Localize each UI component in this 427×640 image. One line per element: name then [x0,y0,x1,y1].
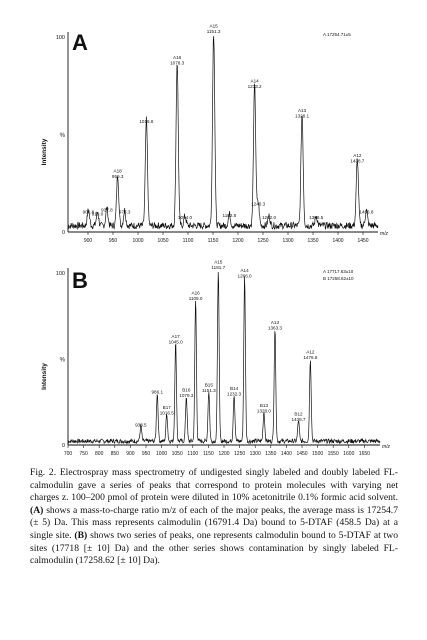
peak-label [295,108,309,119]
x-tick-label: 850 [110,451,119,457]
y-tick-label: 100 [55,271,65,277]
figure-caption [30,467,398,568]
x-unit-label: m/z [382,444,391,450]
peak-label-line: A12 [306,349,315,355]
y-tick-label: 0 [61,230,65,236]
peak-label [268,320,282,331]
peak-label-line: B17 [162,404,171,410]
panel-letter: B [72,268,88,293]
peak-label [119,209,131,214]
peak-label [238,268,252,279]
legend-entry: A 17717.63±10 [323,269,354,274]
x-tick-label: 1050 [171,451,183,457]
y-tick-label: 100 [55,35,65,41]
x-unit-label: m/z [380,231,389,237]
peak-label-line: A16 [191,290,200,296]
peak-label-line: 1094.0 [177,215,193,221]
peak-label-line: B16 [182,387,191,393]
peak-label-line: 959.3 [111,174,124,180]
peak-label-line: 1181.7 [211,265,226,270]
peak-label [257,403,271,414]
peak-label-line: 1262.0 [261,215,277,221]
peak-label-line: 1328.1 [295,113,310,119]
peak-label-line: 1079.3 [179,393,194,399]
x-tick-label: 1300 [249,451,261,457]
peak-label-line: A14 [250,78,259,84]
peak-label [309,215,323,220]
x-tick-label: 1300 [282,238,294,244]
x-tick-label: 800 [95,451,104,457]
spectrum-trace [68,36,378,229]
x-tick-label: 900 [126,451,135,457]
peak-label [227,386,241,397]
peak-label-line: 1240.3 [251,201,266,207]
x-tick-label: 1400 [332,238,344,244]
x-tick-label: 950 [108,238,118,244]
peak-label-line: 1182.8 [222,213,237,219]
y-tick-label: % [59,133,65,139]
peak-label-line: B14 [229,385,239,391]
caption-a-label: (A) [30,504,44,516]
x-tick-label: 1450 [357,238,369,244]
peak-label-line: B13 [259,403,269,409]
peak-label-line: B12 [294,411,303,417]
peak-label-line: 1363.3 [267,325,282,331]
peak-label-line: 933.5 [135,422,147,428]
caption-b-label: (B) [74,529,88,541]
spectrum-trace [68,272,380,443]
peak-label-line: 919.0 [91,211,104,217]
x-tick-label: 1150 [203,451,214,457]
peak-label-line: 1016.5 [159,410,174,416]
x-tick-label: 1100 [182,238,194,244]
peak-label [169,334,183,345]
peak-label-line: 1356.5 [309,215,324,221]
peak-label-line: 1232.3 [227,391,242,397]
legend-entry: A 17254.71±5 [323,32,351,37]
peak-label-line: A15 [209,23,218,29]
x-tick-label: 900 [83,238,93,244]
peak-label [262,215,276,220]
peak-label-line: 1456.8 [359,209,374,215]
peak-label [207,24,221,35]
caption-intro: Fig. 2. Electrospray mass spectrometry of undigested singly labeled and doubly labeled FL-calmodulin gave a series of peaks that correspond to protein molecules with varying net charges z. 100–200 pmol of protein were diluted in 10% acetonitrile 0.1% formic acid solvent. [30,467,398,504]
x-tick-label: 1350 [307,238,319,244]
x-tick-label: 1100 [187,451,199,457]
x-tick-label: 1450 [296,451,308,457]
peak-label-line: A14 [240,268,249,274]
x-tick-label: 950 [141,451,151,457]
peak-label [135,422,147,427]
y-tick-label: 0 [61,443,65,449]
peak-label-line: A16 [173,54,182,60]
peak-label [170,55,184,66]
peak-label-line: 1078.3 [170,60,185,66]
x-tick-label: 1500 [312,451,324,457]
x-tick-label: 1050 [157,238,169,244]
peak-label [350,153,364,164]
x-tick-label: 1250 [257,238,269,244]
peak-label-line: A13 [297,107,307,113]
spectrum-panel-b [0,250,427,465]
peak-label-line: 1438.7 [291,417,306,423]
y-axis-label: Intensity [41,138,48,166]
peak-label-line: 1045.0 [168,339,183,345]
y-tick-label: % [59,357,65,364]
y-axis-label: Intensity [41,363,48,390]
x-tick-label: 1200 [218,451,230,457]
peak-label-line: B15 [204,382,213,388]
peak-label [223,213,237,218]
peak-label-line: A13 [270,320,280,326]
x-tick-label: 1550 [327,451,339,457]
peak-label [303,349,317,360]
peak-label [179,388,193,399]
peak-label-line: 900.8 [82,209,95,215]
peak-label [178,215,192,220]
x-tick-label: 1000 [156,451,168,457]
peak-label-line: 1151.3 [206,29,221,34]
peak-label [112,169,124,180]
peak-label-line: A17 [171,333,180,339]
panel-letter: A [72,30,88,55]
spectrum-panel-a [0,0,427,244]
peak-label-line: 1151.3 [201,387,216,393]
peak-label [92,211,104,216]
peak-label-line: 1109.0 [188,296,203,302]
x-tick-label: 700 [63,451,73,457]
peak-label [189,291,203,302]
peak-label-line: 1016.8 [139,119,154,125]
x-tick-label: 750 [79,451,88,457]
peak-label [139,119,153,124]
peak-label-line: 1476.8 [303,354,318,360]
x-tick-label: 1150 [207,238,219,244]
peak-label-line: A12 [353,152,362,158]
peak-label [152,390,164,395]
x-tick-label: 1200 [232,238,244,244]
peak-label [291,412,305,423]
peak-label-line: A18 [113,168,122,174]
x-tick-label: 1400 [280,451,292,457]
peak-label-line: 1266.0 [237,273,252,279]
peak-label-line: 1438.7 [350,158,365,164]
peak-label [248,78,262,89]
peak-label [359,209,373,214]
x-tick-label: 1000 [132,238,144,244]
peak-label [160,405,174,416]
peak-label-line: 986.1 [151,389,164,395]
peak-label [202,382,216,393]
caption-b-text: shows two series of peaks, one represents calmodulin bound to 5-DTAF at two sites (17718 [± 10] Da) and the other series shows contamination by singly labeled FL-calmodulin (17258.62 [± 10] Da). [30,529,399,567]
caption-a-text: shows a mass-to-charge ratio m/z of each of the major peaks, the average mass is 17254.7 (± 5) Da. This mass represents calmodulin (16791.4 Da) bound to 5-DTAF (458.5 Da) at a single site. [30,504,398,541]
x-tick-label: 1650 [358,451,370,457]
peak-label [251,201,265,206]
peak-label-line: 1233.2 [247,83,262,89]
peak-label [211,260,225,271]
x-tick-label: 1600 [343,451,355,457]
peak-label-line: 1328.0 [256,408,271,414]
legend-entry: B 17258.62±10 [323,276,354,281]
x-tick-label: 1250 [234,451,246,457]
peak-label-line: 973.3 [118,209,131,215]
peak-label-line: A15 [214,259,223,265]
x-tick-label: 1350 [265,451,277,457]
peak-label-line: 937.8 [101,207,113,213]
